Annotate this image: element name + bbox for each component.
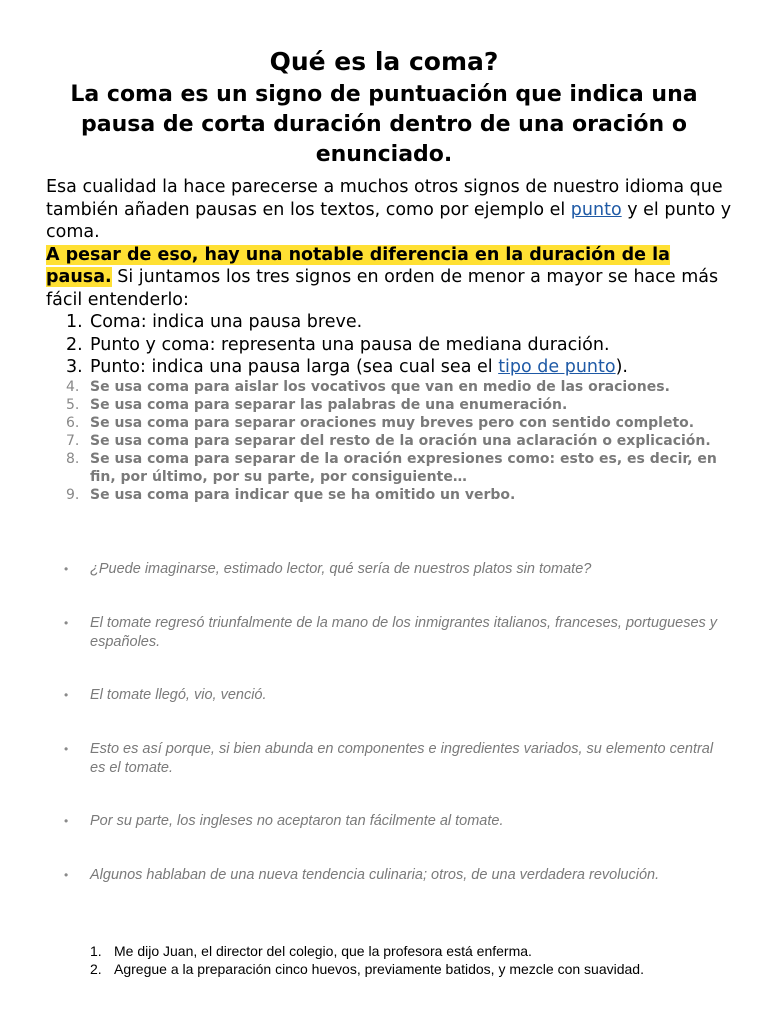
- list-item-text-after-link: ).: [615, 357, 628, 377]
- intro-text-after-link: y el punto y coma.: [46, 199, 732, 242]
- list-item-text: Se usa coma para separar del resto de la oración una aclaración o explicación.: [90, 433, 711, 449]
- usage-rules-list: [46, 378, 736, 504]
- list-item-text: Se usa coma para aislar los vocativos que van en medio de las oraciones.: [90, 379, 670, 395]
- bullet-icon: •: [64, 868, 69, 882]
- bullet-item: [64, 866, 724, 906]
- bullet-item: [64, 560, 724, 614]
- list-item-text: Se usa coma para separar las palabras de una enumeración.: [90, 397, 568, 413]
- list-number: 6.: [66, 415, 80, 431]
- list-item-text: Punto y coma: representa una pausa de mediana duración.: [90, 334, 610, 355]
- bullet-text: El tomate regresó triunfalmente de la mano de los inmigrantes italianos, franceses, portugueses y españoles.: [90, 615, 718, 650]
- intro-text-after-highlight: Si juntamos los tres signos en orden de menor a mayor se hace más fácil entenderlo:: [46, 267, 719, 310]
- bullet-item: [64, 740, 724, 812]
- list-number: 1.: [66, 312, 83, 332]
- list-number: 7.: [66, 433, 80, 449]
- intro-paragraph: [46, 176, 736, 244]
- bullet-icon: •: [64, 688, 69, 702]
- page-subtitle: La coma es un signo de puntuación que indica una pausa de corta duración dentro de una oración o enunciado.: [70, 82, 698, 167]
- bullet-text: Esto es así porque, si bien abunda en componentes e ingredientes variados, su elemento central es el tomate.: [90, 741, 714, 776]
- list-item: [90, 960, 730, 978]
- bullet-text: ¿Puede imaginarse, estimado lector, qué sería de nuestros platos sin tomate?: [90, 561, 592, 577]
- list-number: 2.: [66, 334, 83, 355]
- bullet-icon: •: [64, 616, 69, 630]
- list-number: 2.: [90, 961, 102, 977]
- list-item: [46, 378, 736, 396]
- list-item-text: Se usa coma para separar de la oración expresiones como: esto es, es decir, en fin, por último, por su parte, por consiguiente…: [90, 451, 717, 485]
- bullet-item: [64, 812, 724, 866]
- intro-text-before-link: Esa cualidad la hace parecerse a muchos otros signos de nuestro idioma que también añaden pausas en los textos, como por ejemplo el: [46, 177, 723, 220]
- bullet-text: Algunos hablaban de una nueva tendencia culinaria; otros, de una verdadera revolución.: [90, 867, 660, 883]
- link-tipo-de-punto[interactable]: tipo de punto: [498, 357, 616, 377]
- list-item-text: Se usa coma para separar oraciones muy breves pero con sentido completo.: [90, 415, 695, 431]
- bullet-icon: •: [64, 562, 69, 576]
- list-number: 4.: [66, 379, 80, 395]
- bullet-item: [64, 614, 724, 686]
- page-title: Qué es la coma?: [269, 47, 499, 76]
- main-numbered-list: [46, 311, 736, 379]
- list-item: [46, 414, 736, 432]
- intro-section: [46, 176, 736, 379]
- bullet-text: Por su parte, los ingleses no aceptaron tan fácilmente al tomate.: [90, 813, 504, 829]
- list-item-text: Me dijo Juan, el director del colegio, que la profesora está enferma.: [114, 943, 532, 959]
- list-number: 3.: [66, 357, 83, 377]
- list-item: [46, 450, 736, 486]
- list-number: 9.: [66, 487, 80, 503]
- highlight-paragraph: [46, 244, 736, 312]
- list-item-text: Coma: indica una pausa breve.: [90, 312, 363, 332]
- bullet-icon: •: [64, 742, 69, 756]
- bullet-item: [64, 686, 724, 740]
- list-item: [46, 334, 736, 357]
- list-item-text-before-link: Punto: indica una pausa larga (sea cual sea el: [90, 357, 499, 377]
- list-item-text: Agregue a la preparación cinco huevos, previamente batidos, y mezcle con suavidad.: [114, 961, 644, 977]
- list-number: 5.: [66, 397, 80, 413]
- list-item: [46, 356, 736, 379]
- example-bullet-list: [64, 560, 724, 906]
- list-number: 8.: [66, 451, 80, 467]
- list-number: 1.: [90, 943, 102, 959]
- link-punto[interactable]: punto: [570, 199, 622, 220]
- bullet-icon: •: [64, 814, 69, 828]
- list-item: [46, 486, 736, 504]
- list-item-text: Se usa coma para indicar que se ha omitido un verbo.: [90, 487, 516, 503]
- highlighted-statement: A pesar de eso, hay una notable diferencia en la duración de la pausa.: [46, 244, 670, 287]
- final-numbered-list: [90, 942, 730, 978]
- list-item: [90, 942, 730, 960]
- list-item: [46, 396, 736, 414]
- list-item: [46, 311, 736, 334]
- bullet-text: El tomate llegó, vio, venció.: [90, 687, 267, 703]
- list-item: [46, 432, 736, 450]
